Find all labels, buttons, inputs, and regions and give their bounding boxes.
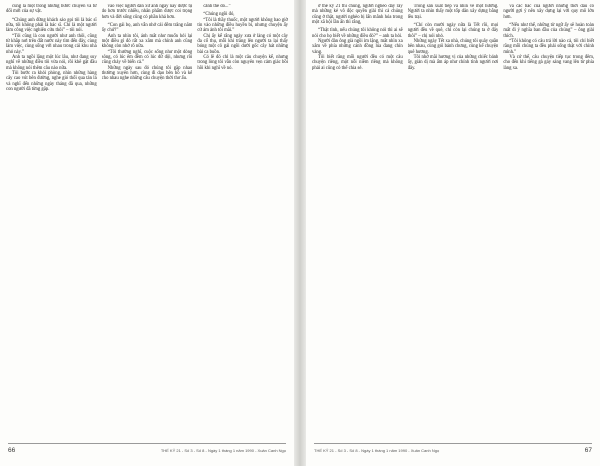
paragraph: “Chỉ còn mười ngày nữa là Tết rồi, mọi người đều về quê, chỉ còn lại chúng ta ở đây thôi” – chị nói nhỏ. [407,23,499,39]
right-page-columns [312,4,594,436]
right-page [306,0,600,466]
paragraph: Tôi biết rằng mỗi người đều có một câu chuyện riêng, một nỗi niềm riêng mà không phải ai cũng có thể chia sẻ. [312,55,403,71]
paragraph: “Tôi thường nghĩ, cuộc sống như một dòng sông, có lúc êm đềm có lúc dữ dội, nhưng rồi cũng chảy về biển cả.” [101,49,193,66]
paragraph: “Thật tình, nếu chúng tôi không nói thì ai sẽ nói cho họ biết về những điều đó?” – anh ta hỏi. [312,28,403,39]
paragraph: “Chúng anh đừng khách sáo gọi tôi là bác sĩ nữa, tôi không phải là bác sĩ. Chỉ là một người làm công việc nghiên cứu thôi” – tôi nói. [6,17,97,34]
left-page-footer [8,443,286,458]
page-number: 66 [8,447,16,454]
paragraph: Và cứ thế, câu chuyện tiếp tục trong đêm, cho đến khi tiếng gà gáy sáng vang lên từ phía làng xa. [503,55,595,71]
paragraph: “Tôi là thầy thuốc, một người không bao giờ tin vào những điều huyền bí, nhưng chuyện ấy cứ ám ảnh tôi mãi.” [197,17,289,34]
paragraph: Người đàn ông già ngồi im lặng, mắt nhìn xa xăm về phía những cánh đồng lúa đang chín vàng. [312,39,403,55]
page-number: 67 [584,447,592,454]
paragraph: Những ngày Tết xa nhà, chúng tôi quây quần bên nhau, cùng gói bánh chưng, cùng kể chuyện quê hương. [407,39,499,55]
right-column-1 [312,4,403,436]
paragraph: cảnh thế đó...” [203,4,231,9]
paragraph: “Tôi không có câu trả lời nào cả, tôi chỉ biết rằng mỗi chúng ta đều phải sống thật với chính mình.” [503,39,595,55]
page-gutter [294,0,306,466]
paragraph: Tôi bước ra khỏi phòng, nhìn những hàng cây cao vút bên đường, nghe gió thổi qua tán lá và nghĩ đến những ngày tháng đã qua, những con người đã từng gặp. [6,71,97,93]
paragraph: Trong sân xuất tiếp và nhìn về một hướng. Người ta nhìn thấy một tốp dân xây dựng bằng lều trại. [407,4,499,20]
right-column-2 [408,4,499,436]
paragraph: Những ngày sau đó chúng tôi gặp nhau thường xuyên hơn, cùng đi dạo bên hồ và kể cho nhau nghe những câu chuyện thời thơ ấu. [101,65,193,82]
left-page-columns [6,4,288,436]
paragraph: Tôi nhớ mãi hương vị của những chiếc bánh ấy, giản dị mà ấm áp như chính tình người nơi đây. [407,55,499,71]
running-footer: THẾ KỶ 21 - Số 3 - Số 8 - Ngày 1 tháng 1 năm 1990 - Xuân Canh Ngọ [160,448,286,453]
paragraph: vào việc người dân xứ anh ngày nay được tự do hơn trước nhiều, nhân phẩm được coi trọng hơn và đời sống cũng có phần khá hơn. [101,4,193,20]
left-column-1 [6,4,97,436]
paragraph: Anh ta ngồi lặng một lúc lâu, như đang suy nghĩ về những điều tôi vừa nói, rồi khẽ gật đầu mà không nói thêm câu nào nữa. [6,55,97,71]
paragraph: “Chúng ngồi đó, [203,12,235,18]
paragraph: “Con gái bọ, anh vẫn nhớ cái đêm trăng năm ấy chứ?” [101,23,193,34]
paragraph: “Nếu như thế, những từ ngữ ấy sẽ hoàn toàn mất đi ý nghĩa ban đầu của chúng” – ông giải thích. [503,23,595,39]
right-column-3 [503,4,594,436]
right-page-footer [314,443,592,458]
paragraph: cũng là một trong những bước chuyển và từ đổi mới của sự vật. [6,4,97,15]
paragraph: Chị ấy kể rằng ngày xưa ở làng có một cây đa cổ thụ, mỗi khi trăng lên người ta lại thấy bóng một cô gái ngồi dưới gốc cây hát những bài ca buồn. [197,33,289,55]
left-column-2 [102,4,193,436]
left-column-3 [197,4,288,436]
paragraph: “Tôi cũng là con người như anh thôi, cũng từ khắp nơi trên đất nước này tìm đến đây, cùng làm việc, cùng sống với nhau trong cái khu nhà nhỏ này.” [6,33,97,55]
paragraph: Anh ta nhìn tôi, ánh mắt như muốn hỏi lại một điều gì đó rất xa xăm mà chính anh cũng không còn nhớ rõ nữa. [101,33,193,50]
running-footer: THẾ KỶ 21 - Số 3 - Số 8 - Ngày 1 tháng 1 năm 1990 - Xuân Canh Ngọ [314,448,440,453]
paragraph: ở thế kỷ 21 thì chúng, người nghèo đấy rấy mà những kẻ vô độc quyền giải thì cả chúng cũng ở thật, người nghèo bị lấn mãnh hóa trong một xã hội lần ấn thì rằng, [312,4,403,26]
paragraph: và các bác của người nhưng thời đầu có người gợi ý nên xây dựng lại với quy mô lớn hơn. [503,4,595,20]
paragraph: Có lẽ đó chỉ là một câu chuyện kể, nhưng trong lòng tôi vẫn còn nguyên vẹn cảm giác bồi hồi khi nghĩ về nó. [197,55,289,71]
left-page [0,0,294,466]
